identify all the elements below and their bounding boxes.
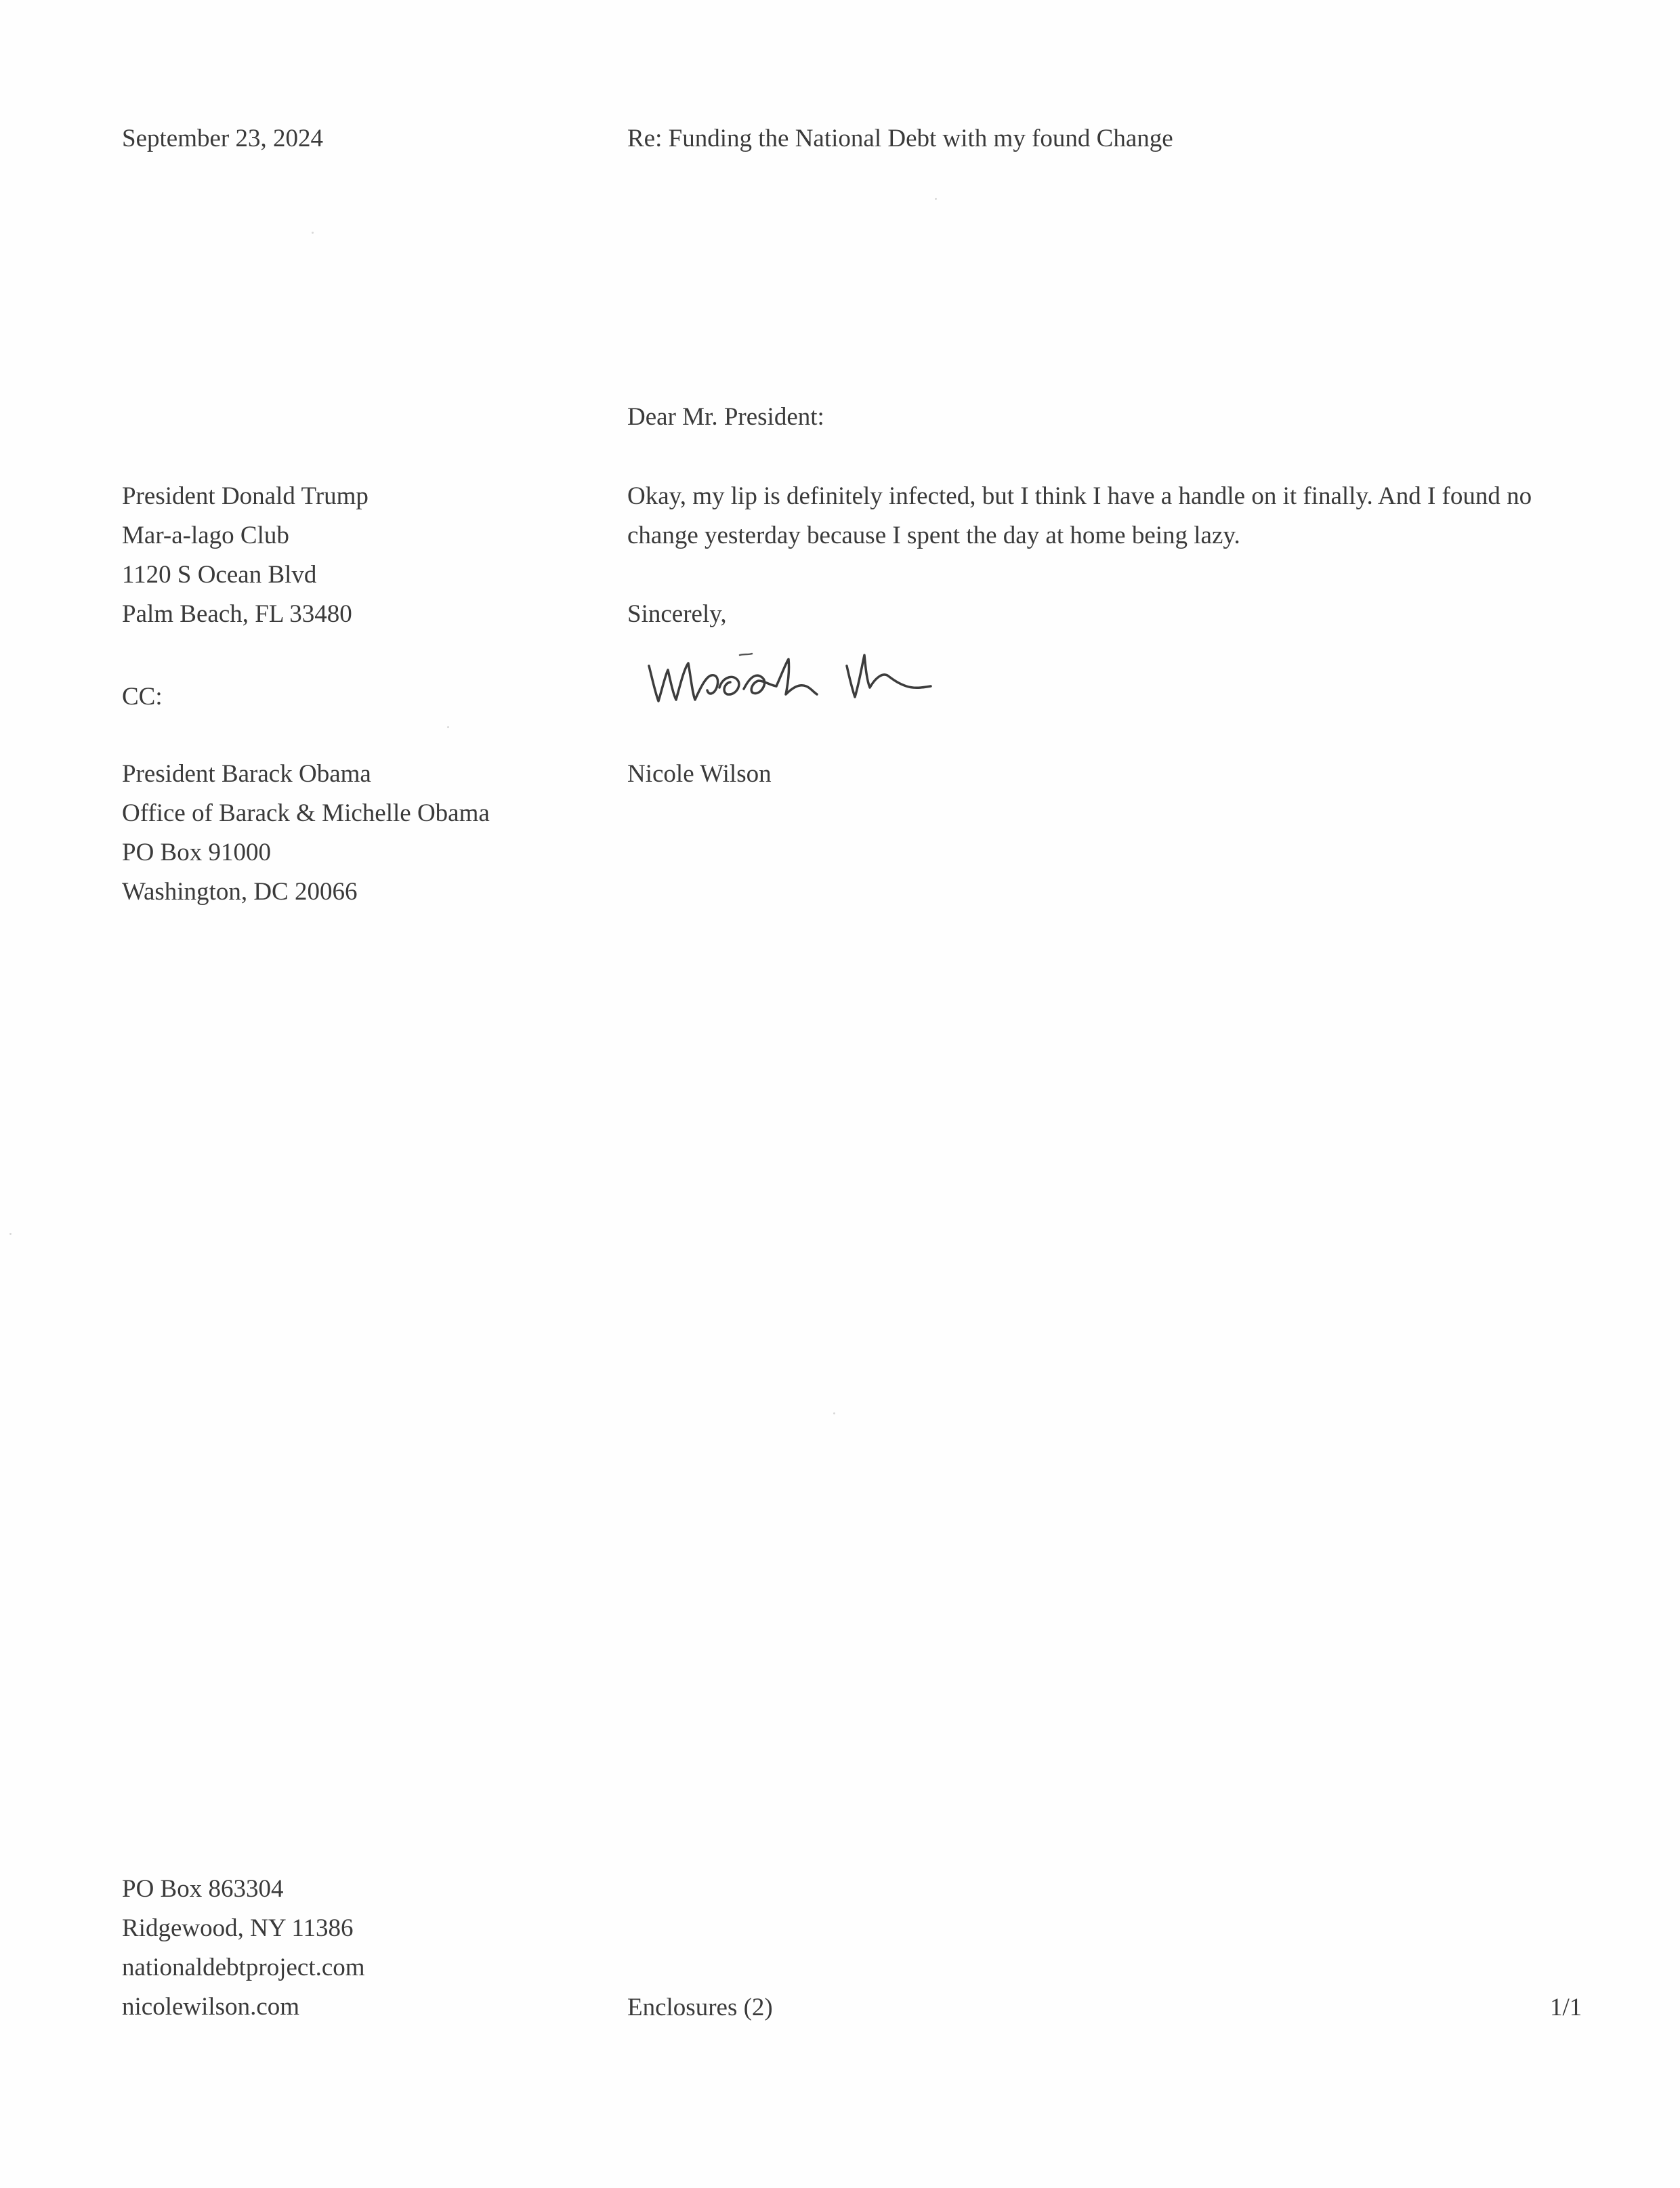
sender-line: nationaldebtproject.com <box>122 1954 365 1981</box>
cc-line: Office of Barack & Michelle Obama <box>122 799 490 827</box>
letter-subject: Re: Funding the National Debt with my found Change <box>627 125 1173 152</box>
sender-line: Ridgewood, NY 11386 <box>122 1914 354 1942</box>
letter-closing: Sincerely, <box>627 600 727 628</box>
recipient-address <box>122 477 369 634</box>
enclosures-note: Enclosures (2) <box>627 1994 773 2021</box>
letter-body: Okay, my lip is definitely infected, but I think I have a handle on it finally. And I found no change yesterday because I spent the day at home being lazy. <box>627 482 1532 549</box>
cc-line: PO Box 91000 <box>122 839 271 866</box>
cc-line: Washington, DC 20066 <box>122 878 358 906</box>
recipient-line: Mar-a-lago Club <box>122 522 289 549</box>
signer-name: Nicole Wilson <box>627 760 772 788</box>
cc-line: President Barack Obama <box>122 760 371 788</box>
scan-speck <box>447 726 449 728</box>
sender-address <box>122 1870 365 2027</box>
sender-line: nicolewilson.com <box>122 1993 300 2021</box>
scan-speck <box>312 232 314 234</box>
scan-speck <box>833 1412 835 1414</box>
letter-date: September 23, 2024 <box>122 125 323 152</box>
salutation: Dear Mr. President: <box>627 403 824 431</box>
page-number: 1/1 <box>1550 1994 1582 2021</box>
cc-label: CC: <box>122 683 163 711</box>
recipient-line: Palm Beach, FL 33480 <box>122 600 352 628</box>
scan-speck <box>935 198 937 200</box>
recipient-line: President Donald Trump <box>122 482 369 510</box>
cc-recipient-address <box>122 755 490 912</box>
scan-speck <box>9 1233 12 1235</box>
recipient-line: 1120 S Ocean Blvd <box>122 561 317 589</box>
handwritten-signature <box>644 640 1009 728</box>
sender-line: PO Box 863304 <box>122 1875 284 1903</box>
